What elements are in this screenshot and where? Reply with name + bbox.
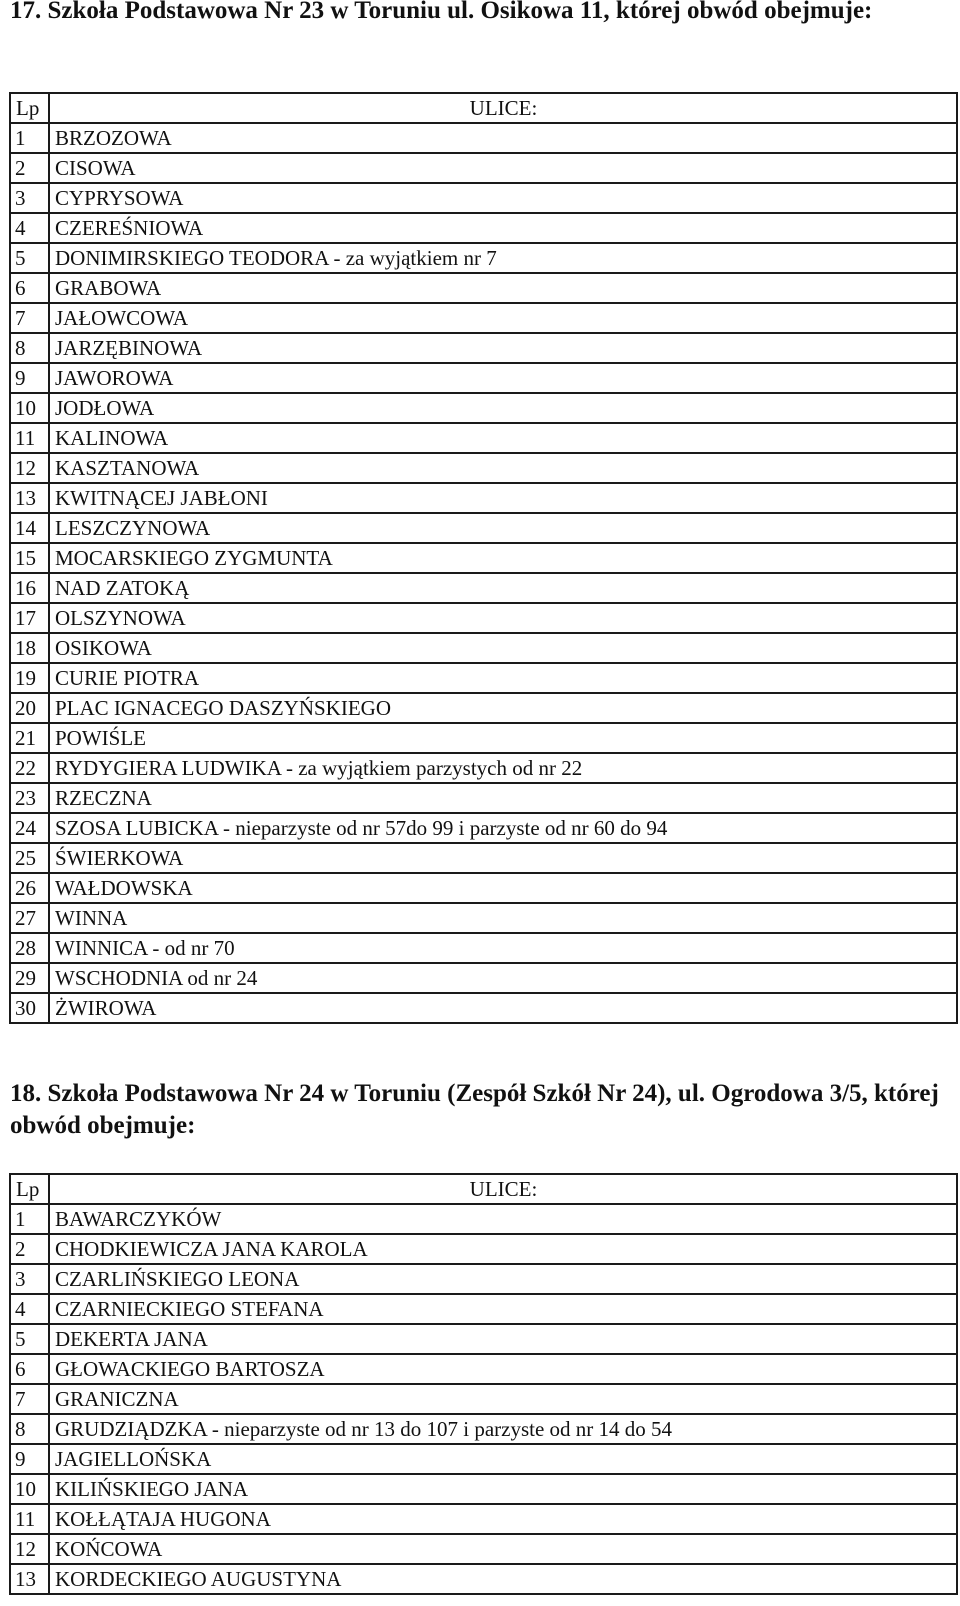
row-number: 9: [10, 363, 49, 393]
table-row: [10, 153, 957, 183]
table-row: [10, 273, 957, 303]
table-row: [10, 903, 957, 933]
lp-column-header: Lp: [10, 93, 49, 123]
street-name: GRUDZIĄDZKA - nieparzyste od nr 13 do 107 i parzyste od nr 14 do 54: [49, 1414, 957, 1444]
street-name: CISOWA: [49, 153, 957, 183]
street-name: DONIMIRSKIEGO TEODORA - za wyjątkiem nr 7: [49, 243, 957, 273]
row-number: 6: [10, 273, 49, 303]
row-number: 12: [10, 1534, 49, 1564]
row-number: 13: [10, 1564, 49, 1594]
table-row: [10, 1474, 957, 1504]
street-name: SZOSA LUBICKA - nieparzyste od nr 57do 99 i parzyste od nr 60 do 94: [49, 813, 957, 843]
street-name: KWITNĄCEJ JABŁONI: [49, 483, 957, 513]
street-name: WINNA: [49, 903, 957, 933]
row-number: 18: [10, 633, 49, 663]
table-row: [10, 303, 957, 333]
row-number: 1: [10, 1204, 49, 1234]
street-name: GRABOWA: [49, 273, 957, 303]
table-row: [10, 423, 957, 453]
row-number: 7: [10, 303, 49, 333]
table-header-row: [10, 1174, 957, 1204]
street-name: ŻWIROWA: [49, 993, 957, 1023]
table-row: [10, 123, 957, 153]
street-name: LESZCZYNOWA: [49, 513, 957, 543]
street-name: DEKERTA JANA: [49, 1324, 957, 1354]
table-row: [10, 963, 957, 993]
streets-column-header: ULICE:: [49, 93, 957, 123]
row-number: 4: [10, 1294, 49, 1324]
street-name: GRANICZNA: [49, 1384, 957, 1414]
row-number: 17: [10, 603, 49, 633]
street-name: JODŁOWA: [49, 393, 957, 423]
row-number: 22: [10, 753, 49, 783]
table-row: [10, 393, 957, 423]
street-name: JAŁOWCOWA: [49, 303, 957, 333]
table-row: [10, 183, 957, 213]
street-name: BAWARCZYKÓW: [49, 1204, 957, 1234]
row-number: 5: [10, 243, 49, 273]
row-number: 5: [10, 1324, 49, 1354]
row-number: 10: [10, 393, 49, 423]
table-row: [10, 633, 957, 663]
row-number: 20: [10, 693, 49, 723]
row-number: 4: [10, 213, 49, 243]
section-18-heading: 18. Szkoła Podstawowa Nr 24 w Toruniu (Zespół Szkół Nr 24), ul. Ogrodowa 3/5, której obwód obejmuje:: [10, 1080, 939, 1139]
street-name: KORDECKIEGO AUGUSTYNA: [49, 1564, 957, 1594]
street-name: KILIŃSKIEGO JANA: [49, 1474, 957, 1504]
street-name: OLSZYNOWA: [49, 603, 957, 633]
row-number: 27: [10, 903, 49, 933]
street-name: CZEREŚNIOWA: [49, 213, 957, 243]
street-name: CURIE PIOTRA: [49, 663, 957, 693]
street-name: CHODKIEWICZA JANA KAROLA: [49, 1234, 957, 1264]
street-name: PLAC IGNACEGO DASZYŃSKIEGO: [49, 693, 957, 723]
table-row: [10, 333, 957, 363]
street-name: OSIKOWA: [49, 633, 957, 663]
table-row: [10, 813, 957, 843]
row-number: 2: [10, 1234, 49, 1264]
street-name: CZARLIŃSKIEGO LEONA: [49, 1264, 957, 1294]
row-number: 6: [10, 1354, 49, 1384]
row-number: 30: [10, 993, 49, 1023]
table-row: [10, 783, 957, 813]
row-number: 9: [10, 1444, 49, 1474]
street-name: JARZĘBINOWA: [49, 333, 957, 363]
row-number: 13: [10, 483, 49, 513]
table-row: [10, 603, 957, 633]
street-name: KALINOWA: [49, 423, 957, 453]
street-name: GŁOWACKIEGO BARTOSZA: [49, 1354, 957, 1384]
table-row: [10, 843, 957, 873]
table-row: [10, 483, 957, 513]
row-number: 7: [10, 1384, 49, 1414]
table-row: [10, 1264, 957, 1294]
row-number: 19: [10, 663, 49, 693]
row-number: 12: [10, 453, 49, 483]
row-number: 1: [10, 123, 49, 153]
street-name: RZECZNA: [49, 783, 957, 813]
lp-column-header: Lp: [10, 1174, 49, 1204]
row-number: 2: [10, 153, 49, 183]
row-number: 14: [10, 513, 49, 543]
table-row: [10, 213, 957, 243]
row-number: 10: [10, 1474, 49, 1504]
row-number: 15: [10, 543, 49, 573]
row-number: 16: [10, 573, 49, 603]
table-row: [10, 933, 957, 963]
table-row: [10, 693, 957, 723]
table-row: [10, 1204, 957, 1234]
street-name: KOŁŁĄTAJA HUGONA: [49, 1504, 957, 1534]
street-name: ŚWIERKOWA: [49, 843, 957, 873]
row-number: 23: [10, 783, 49, 813]
street-name: CZARNIECKIEGO STEFANA: [49, 1294, 957, 1324]
section-17-street-table: [9, 92, 958, 1024]
row-number: 28: [10, 933, 49, 963]
row-number: 8: [10, 333, 49, 363]
table-row: [10, 663, 957, 693]
streets-column-header: ULICE:: [49, 1174, 957, 1204]
street-name: RYDYGIERA LUDWIKA - za wyjątkiem parzystych od nr 22: [49, 753, 957, 783]
table-row: [10, 873, 957, 903]
row-number: 3: [10, 1264, 49, 1294]
street-name: BRZOZOWA: [49, 123, 957, 153]
table-row: [10, 1534, 957, 1564]
section-17-heading: 17. Szkoła Podstawowa Nr 23 w Toruniu ul. Osikowa 11, której obwód obejmuje:: [10, 0, 873, 24]
table-row: [10, 243, 957, 273]
row-number: 26: [10, 873, 49, 903]
street-name: WAŁDOWSKA: [49, 873, 957, 903]
row-number: 11: [10, 1504, 49, 1534]
row-number: 21: [10, 723, 49, 753]
table-row: [10, 1234, 957, 1264]
row-number: 8: [10, 1414, 49, 1444]
table-row: [10, 1444, 957, 1474]
row-number: 3: [10, 183, 49, 213]
table-row: [10, 513, 957, 543]
table-row: [10, 573, 957, 603]
street-name: JAWOROWA: [49, 363, 957, 393]
row-number: 25: [10, 843, 49, 873]
table-row: [10, 1354, 957, 1384]
street-name: JAGIELLOŃSKA: [49, 1444, 957, 1474]
table-row: [10, 453, 957, 483]
street-name: MOCARSKIEGO ZYGMUNTA: [49, 543, 957, 573]
street-name: KOŃCOWA: [49, 1534, 957, 1564]
street-name: WINNICA - od nr 70: [49, 933, 957, 963]
table-row: [10, 753, 957, 783]
section-18-rows: [10, 1204, 957, 1594]
street-name: POWIŚLE: [49, 723, 957, 753]
table-row: [10, 363, 957, 393]
section-17-rows: [10, 123, 957, 1023]
table-header-row: [10, 93, 957, 123]
table-row: [10, 723, 957, 753]
street-name: KASZTANOWA: [49, 453, 957, 483]
table-row: [10, 1564, 957, 1594]
street-name: WSCHODNIA od nr 24: [49, 963, 957, 993]
table-row: [10, 543, 957, 573]
table-row: [10, 1414, 957, 1444]
table-row: [10, 1504, 957, 1534]
table-row: [10, 1384, 957, 1414]
row-number: 29: [10, 963, 49, 993]
row-number: 11: [10, 423, 49, 453]
section-18-street-table: [9, 1173, 958, 1595]
table-row: [10, 1294, 957, 1324]
row-number: 24: [10, 813, 49, 843]
table-row: [10, 1324, 957, 1354]
table-row: [10, 993, 957, 1023]
street-name: CYPRYSOWA: [49, 183, 957, 213]
street-name: NAD ZATOKĄ: [49, 573, 957, 603]
